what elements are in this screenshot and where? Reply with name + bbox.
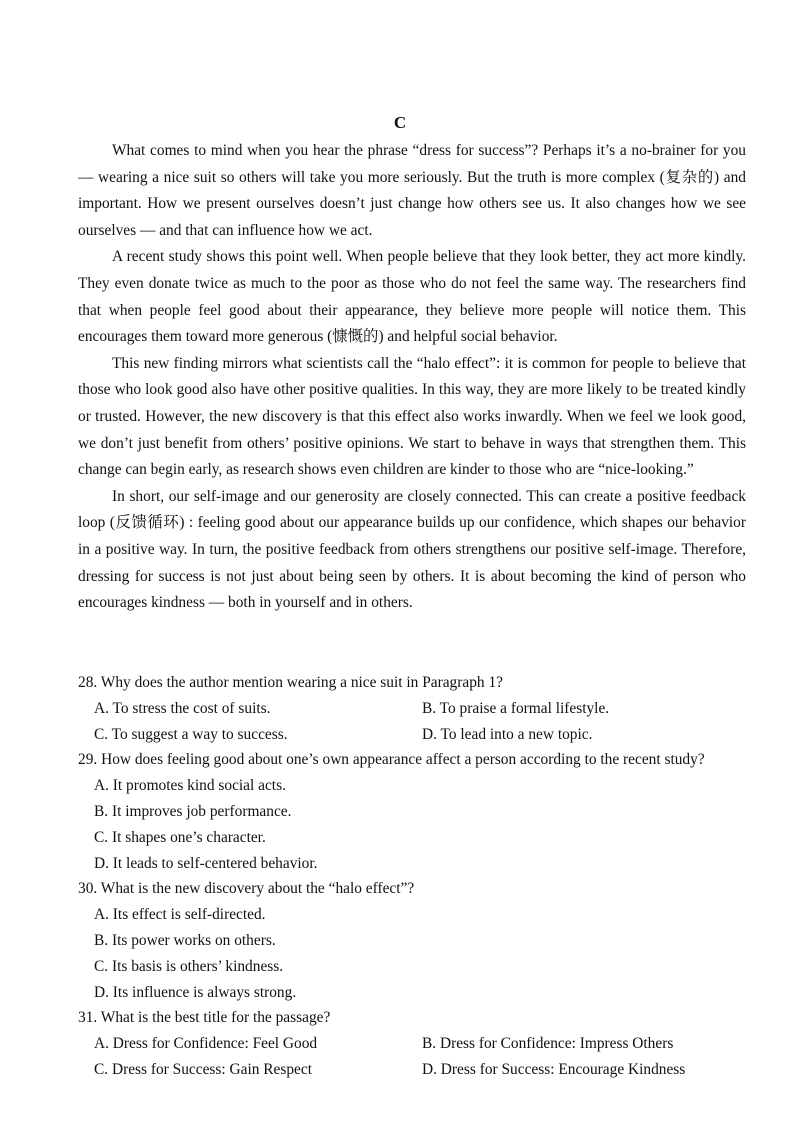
option-d: D. It leads to self-centered behavior. xyxy=(94,854,318,872)
option-a: A. It promotes kind social acts. xyxy=(94,777,286,795)
paragraph-3: This new finding mirrors what scientists call the “halo effect”: it is common for people to believe that those who look good also have other positive qualities. In this way, they are more likely to be treated kindly or trusted. However, the new discovery is that this effect also works inwardly. When we feel we look good, we don’t just benefit from others’ positive opinions. We start to behave in ways that strengthen them. This change can begin early, as research shows even children are kinder to those who are “nice-looking.” xyxy=(78,354,746,479)
paragraph-1: What comes to mind when you hear the phrase “dress for success”? Perhaps it’s a no-brainer for you — wearing a nice suit so others will take you more seriously. But the truth is more complex (复杂的) and important. How we present ourselves doesn’t just change how others see us. It also changes how we see ourselves — and that can influence how we act. xyxy=(78,142,746,239)
option-c: C. Dress for Success: Gain Respect xyxy=(94,1060,312,1078)
section-label: C xyxy=(393,113,407,132)
options xyxy=(78,773,746,876)
options xyxy=(78,696,746,748)
option-d: D. To lead into a new topic. xyxy=(422,725,593,743)
paragraph-4: In short, our self-image and our generosity are closely connected. This can create a positive feedback loop (反馈循环) : feeling good about our appearance builds up our confidence, which shapes our behavior in a positive way. In turn, the positive feedback from others strengthens our positive self-image. Therefore, dressing for success is not just about being seen by others. It is about becoming the kind of person who encourages kindness — both in yourself and in others. xyxy=(78,487,746,612)
option-a: A. To stress the cost of suits. xyxy=(94,699,271,717)
option-b: B. Dress for Confidence: Impress Others xyxy=(422,1035,674,1053)
question-list xyxy=(78,670,746,1083)
option-c: C. To suggest a way to success. xyxy=(94,725,288,743)
question-stem: 29. How does feeling good about one’s own appearance affect a person according to the recent study? xyxy=(78,751,705,769)
question-30 xyxy=(78,876,746,1005)
question-29 xyxy=(78,747,746,876)
option-c: C. Its basis is others’ kindness. xyxy=(94,957,284,975)
question-stem: 31. What is the best title for the passage? xyxy=(78,1009,331,1027)
option-b: B. Its power works on others. xyxy=(94,931,276,949)
reading-passage xyxy=(78,138,746,617)
option-d: D. Its influence is always strong. xyxy=(94,983,297,1001)
question-28 xyxy=(78,670,746,747)
options xyxy=(78,1031,746,1083)
question-stem: 28. Why does the author mention wearing a nice suit in Paragraph 1? xyxy=(78,674,503,691)
question-stem: 30. What is the new discovery about the “halo effect”? xyxy=(78,880,415,898)
option-a: A. Its effect is self-directed. xyxy=(94,906,266,924)
question-31 xyxy=(78,1005,746,1082)
options xyxy=(78,902,746,1005)
option-a: A. Dress for Confidence: Feel Good xyxy=(94,1035,318,1053)
option-b: B. To praise a formal lifestyle. xyxy=(422,699,610,717)
option-b: B. It improves job performance. xyxy=(94,802,292,820)
option-d: D. Dress for Success: Encourage Kindness xyxy=(422,1060,686,1078)
option-c: C. It shapes one’s character. xyxy=(94,828,266,846)
paragraph-2: A recent study shows this point well. When people believe that they look better, they act more kindly. They even donate twice as much to the poor as those who do not feel the same way. The researchers find that when people feel good about their appearance, they believe more people will notice them. This encourages them toward more generous (慷慨的) and helpful social behavior. xyxy=(78,248,746,346)
